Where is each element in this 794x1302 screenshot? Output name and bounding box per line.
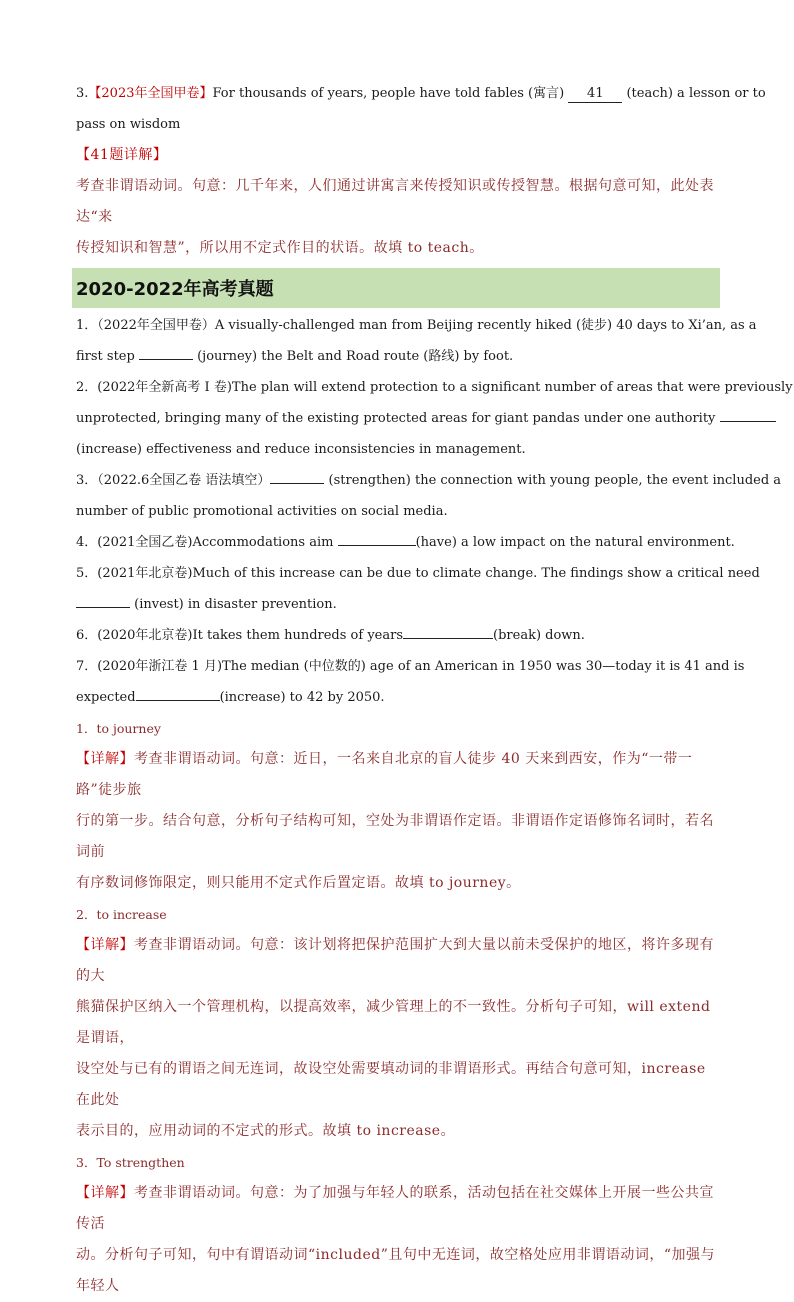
- question-2-line-1: 2．(2022年全新高考 I 卷)The plan will extend protection to a significant number of areas that were previously: [76, 380, 793, 395]
- answer-1-detail-line-2: 行的第一步。结合句意，分析句子结构可知，空处为非谓语作定语。非谓语作定语修饰名词时，若名词前: [76, 813, 714, 860]
- answer-3-detail-line-1: [76, 1178, 722, 1240]
- intro-question-line-2: pass on wisdom: [76, 117, 181, 132]
- detail-tag: 【详解】: [76, 937, 134, 953]
- intro-question-line-1: [76, 78, 766, 109]
- question-text: 4．(2021全国乙卷)Accommodations aim: [76, 535, 338, 550]
- question-3-line-1: [76, 465, 782, 496]
- question-2-line-3: (increase) effectiveness and reduce inconsistencies in management.: [76, 442, 526, 457]
- answer-3-detail-line-2: 动。分析句子可知，句中有谓语动词“included”且句中无连词，故空格处应用非谓语动词，“加强与年轻人: [76, 1247, 716, 1294]
- question-7-line-1: 7．(2020年浙江卷 1 月)The median (中位数的) age of an American in 1950 was 30—today it is 41 and is: [76, 659, 745, 674]
- question-text: 3．（2022.6全国乙卷 语法填空）: [76, 473, 271, 488]
- answer-blank: [136, 700, 220, 701]
- answer-2-detail-line-2: 熊猫保护区纳入一个管理机构，以提高效率，减少管理上的不一致性。分析句子可知，will extend 是谓语，: [76, 999, 711, 1046]
- section-heading: [72, 268, 720, 308]
- question-4-line-1: [76, 527, 735, 558]
- question-6-line-1: [76, 620, 722, 651]
- question-1-line-1: 1．（2022年全国甲卷）A visually-challenged man from Beijing recently hiked (徒步) 40 days to Xi’an, as a: [76, 318, 757, 333]
- question-text: (invest) in disaster prevention.: [130, 597, 337, 612]
- answer-blank: 41: [568, 86, 622, 103]
- detail-tag: 【详解】: [76, 751, 134, 767]
- detail-text: 传授知识和智慧”，所以用不定式作目的状语。故填 to teach。: [76, 240, 484, 256]
- answer-2-detail-line-1: [76, 930, 722, 992]
- answer-blank: [139, 359, 193, 360]
- question-source: 【2023年全国甲卷】: [88, 86, 213, 101]
- answer-blank: [720, 421, 776, 422]
- question-3-line-2: number of public promotional activities on social media.: [76, 504, 448, 519]
- detail-text: 考查非谓语动词。句意：几千年来，人们通过讲寓言来传授知识或传授智慧。根据句意可知，此处表达“来: [76, 178, 714, 225]
- question-text: 6．(2020年北京卷)It takes them hundreds of years: [76, 628, 404, 643]
- detail-heading: 【41题详解】: [76, 147, 168, 163]
- answer-1-detail-line-3: 有序数词修饰限定，则只能用不定式作后置定语。故填 to journey。: [76, 875, 521, 891]
- answer-blank: [270, 483, 324, 484]
- question-text: For thousands of years, people have told fables (寓言): [212, 86, 569, 101]
- question-text: (teach) a lesson or to: [622, 86, 766, 101]
- answer-blank: [76, 607, 130, 608]
- answer-1-heading: 1．to journey: [76, 721, 161, 736]
- answer-2-heading: 2．to increase: [76, 907, 167, 922]
- question-text: first step: [76, 349, 139, 364]
- detail-text: 考查非谓语动词。句意：该计划将把保护范围扩大到大量以前未受保护的地区，将许多现有的大: [76, 937, 714, 984]
- question-7-line-2: [76, 682, 722, 713]
- section-title: 2020-2022年高考真题: [76, 279, 274, 300]
- detail-tag: 【详解】: [76, 1185, 134, 1201]
- question-5-line-1: 5．(2021年北京卷)Much of this increase can be due to climate change. The findings show a critical need: [76, 566, 760, 581]
- question-text: (strengthen) the connection with young people, the event included a: [324, 473, 782, 488]
- question-text: (increase) to 42 by 2050.: [219, 690, 385, 705]
- detail-text: 考查非谓语动词。句意：近日，一名来自北京的盲人徒步 40 天来到西安，作为“一带一路”徒步旅: [76, 751, 693, 798]
- question-text: unprotected, bringing many of the existing protected areas for giant pandas under one authority: [76, 411, 720, 426]
- question-number: 3.: [76, 86, 89, 101]
- answer-blank: [403, 638, 493, 639]
- question-2-line-2: [76, 403, 722, 434]
- question-text: (have) a low impact on the natural environment.: [415, 535, 735, 550]
- answer-3-heading: 3．To strengthen: [76, 1155, 185, 1170]
- question-text: (journey) the Belt and Road route (路线) by foot.: [192, 349, 514, 364]
- document-content: [76, 78, 793, 1302]
- detail-text: 考查非谓语动词。句意：为了加强与年轻人的联系，活动包括在社交媒体上开展一些公共宣传活: [76, 1185, 714, 1232]
- question-text: (break) down.: [493, 628, 585, 643]
- answer-2-detail-line-3: 设空处与已有的谓语之间无连词，故设空处需要填动词的非谓语形式。再结合句意可知，increase 在此处: [76, 1061, 706, 1108]
- answer-1-detail-line-1: [76, 744, 722, 806]
- question-text: expected: [76, 690, 136, 705]
- question-5-line-2: [76, 589, 722, 620]
- question-1-line-2: [76, 341, 722, 372]
- answer-blank: [338, 545, 416, 546]
- answer-2-detail-line-4: 表示目的，应用动词的不定式的形式。故填 to increase。: [76, 1123, 456, 1139]
